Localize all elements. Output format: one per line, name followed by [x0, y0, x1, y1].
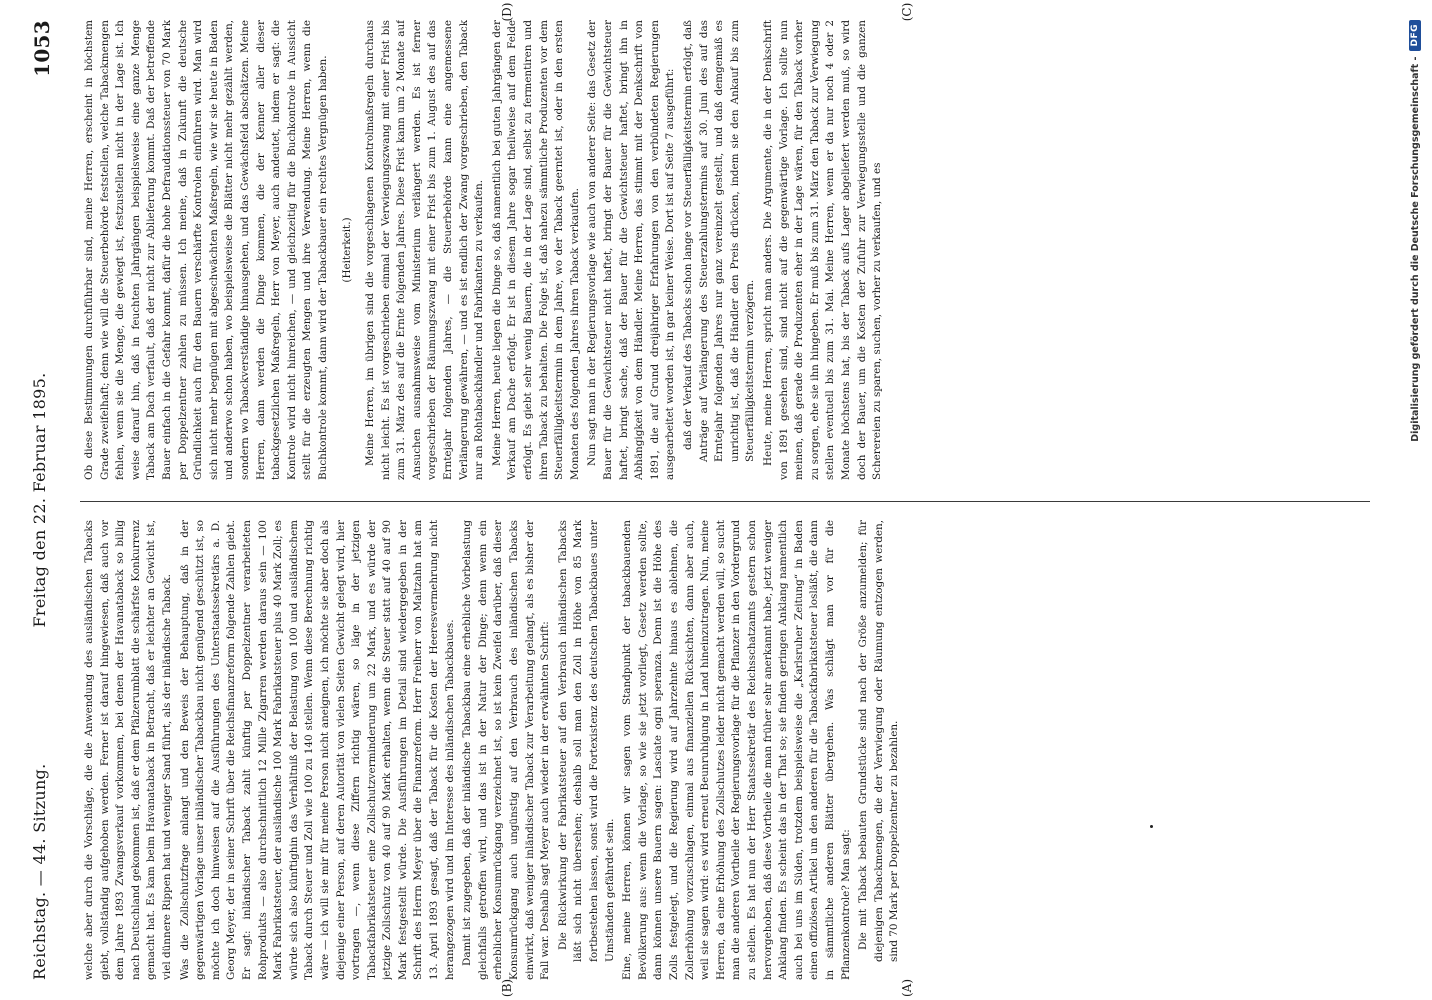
- margin-marker-a: (A): [900, 978, 914, 998]
- margin-marker-b: (B): [500, 978, 514, 998]
- left-column-paragraph: Eine, meine Herren, können wir sagen vom Standpunkt der tabackbauenden Bevölkerung aus: wenn die Vorlage, so wie sie jetzt vorliegt, Gesetz werden sollte, dann können unsere Bauern sagen: Lasciate ogni speranza. Denn ist die Höhe des Zolls festgelegt, und die Regierung wird auf Jahrzehnte hinaus es ablehnen, die Zollerhöhung vorzuschlagen, einmal aus finanziellen Rücksichten, dann aber auch, weil sie sagen wird: es wird erneut Beunruhigung in Land hineinzutragen. Nun, meine Herren, da eine Erhöhung des Zollschutzes leider nicht gemacht werden will, so sucht man die anderen Vortheile der Regierungsvorlage für die Pflanzer in den Vordergrund zu stellen. Es hat nun der Herr Staatssekretär des Reichsschatzamts gestern schon hervorgehoben, daß diese Vortheile die man früher sehr anerkannt habe, jetzt weniger Anklang finden. Es scheint das in der That so; sie finden geringen Anklang namentlich auch bei uns im Süden, trotzdem beispielsweise die „Karlsruher Zeitung“ in Baden einen offiziösen Artikel um den anderen für die Tabackfabrikatsteuer losläßt, die dann in sämmtliche anderen Blätter übergehen. Was schlägt man vor für die Pflanzenkontrole? Man sagt:: [621, 520, 852, 980]
- scan-speck: [1150, 825, 1153, 828]
- margin-marker-d: (D): [500, 2, 514, 22]
- page-number: 1053: [30, 20, 54, 77]
- digitization-stamp: [1404, 0, 1426, 1000]
- header-session: Reichstag. — 44. Sitzung.: [30, 763, 49, 980]
- margin-marker-c: (C): [900, 2, 914, 22]
- page-header: [22, 20, 70, 980]
- right-column-paragraph: Heute, meine Herren, spricht man anders. Die Argumente, die in der Denkschrift von 1891 gesehen sind, sind nicht auf die gegenwärtige Vorlage. Ich sollte nun meinen, daß gerade die Produzenten eher in der Lage wären, für den Taback vorher zu sorgen, ehe sie ihn hingeben. Er muß bis zum 31. März den Taback zur Verwiegung stellen eventuell bis zum 31. Mai. Meine Herren, wenn er da nur noch 4 oder 2 Monate höchstens hat, bis der Taback aufs Lager abgeliefert werden muß, so wird doch der Bauer, um die Kosten der Zufuhr zur Verwiegungsstelle und die ganzen Scherereien zu sparen, suchen, vorher zu verkaufen, und es: [761, 20, 884, 480]
- right-column-paragraph: (Heiterkeit.): [340, 217, 353, 283]
- right-column-paragraph: daß der Verkauf des Tabacks schon lange vor Steuerfälligkeitstermin erfolgt, daß Anträge auf Verlängerung des Steuerzahlungstermins auf 30. Juni des auf das Erntejahr folgenden Jahres nur ganz vereinzelt gestellt, und daß demgemäß es unrichtig ist, daß die Händler den Preis drücken, indem sie den Ankauf bis zum Steuerfälligkeitstermin verzögern.: [681, 20, 757, 462]
- left-column-paragraph: Damit ist zugegeben, daß der inländische Tabackbau eine erhebliche Vorbelastung gleichfalls getroffen wird, und das ist in der Natur der Dinge; denn wenn ein erheblicher Konsumrückgang verzeichnet ist, so ist kein Zweifel darüber, daß dieser Konsumrückgang auch ungünstig auf den Verbrauch des inländischen Tabacks einwirkt, daß weniger inländischer Taback zur Verarbeitung gelangt, als es bisher der Fall war. Deshalb sagt Meyer auch wieder in der erwähnten Schrift:: [461, 520, 552, 980]
- column-divider: [80, 501, 1370, 502]
- left-column-paragraph: Die mit Taback bebauten Grundstücke sind nach der Größe anzumelden; für diejenigen Tabackmengen, die der Verwiegung oder Räumung entzogen werden, sind 70 Mark per Doppelzentner zu bezahlen.: [857, 520, 901, 962]
- right-column-paragraph: Meine Herren, im übrigen sind die vorgeschlagenen Kontrolmaßregeln durchaus nicht leicht. Es ist vorgeschrieben einmal der Verwiegungszwang mit einer Frist bis zum 31. März des auf die Ernte folgenden Jahres. Diese Frist kann um 2 Monate auf Ansuchen ausnahmsweise vom Ministerium verlängert werden. Es ist ferner vorgeschrieben der Räumungszwang mit einer Frist bis zum 1. August des auf das Erntejahr folgenden Jahres, — die Steuerbehörde kann eine angemessene Verlängerung gewähren, — und es ist endlich der Zwang vorgeschrieben, den Taback nur an Rohtabackhändler und Fabrikanten zu verkaufen.: [364, 20, 486, 480]
- left-column-paragraph: welche aber durch die Vorschläge, die die Anwendung des ausländischen Tabacks giebt, vollständig aufgehoben werden. Ferner ist darauf hingewiesen, daß auch vor dem Jahre 1893 Zwangsverkauf vorkommen, bei denen der Havanataback so billig nach Deutschland gekommen ist, daß er dem Pfälzerumblatt die schärfste Konkurrenz gemacht hat. Es kam beim Havanataback in Betracht, daß er leichter an Gewicht ist, viel dünnere Rippen hat und weniger Sand führt, als der inländische Taback.: [83, 520, 173, 980]
- right-column-paragraph: Nun sagt man in der Regierungsvorlage wie auch von anderer Seite: das Gesetz der Bauer für die Gewichtsteuer nicht haftet, bringt der Bauer für die Gewichtsteuer haftet, bringt sache, daß der Bauer für die Gewichtsteuer haftet, bringt ihn in Abhängigkeit von dem Händler. Meine Herren, das stimmt mit der Denkschrift von 1891, die auf Grund dreijähriger Erfahrungen von den verbündeten Regierungen ausgearbeitet worden ist, in gar keiner Weise. Dort ist auf Seite 7 ausgeführt:: [586, 20, 677, 480]
- right-column-paragraph: Meine Herren, heute liegen die Dinge so, daß namentlich bei guten Jahrgängen der Verkauf am Dache erfolgt. Er ist in diesem Jahre sogar theilweise auf dem Felde erfolgt. Es giebt sehr wenig Bauern, die in der Lage sind, selbst zu fermentiren und ihren Taback zu behalten. Die Folge ist, daß nahezu sämmtliche Produzenten vor dem Steuerfälligkeitstermin in dem Jahre, wo der Taback geerntet ist, oder in den ersten Monaten des folgenden Jahres ihren Taback verkaufen.: [490, 20, 581, 480]
- dfg-logo: DFG: [1409, 20, 1421, 51]
- right-column: [82, 20, 1352, 480]
- right-column-paragraph: Ob diese Bestimmungen durchführbar sind, meine Herren, erscheint in höchstem Grade zweifelhaft; denn wie will die Steuerbehörde feststellen, welche Tabackmengen fehlen, wenn sie die Menge, die gewiegt ist, festzustellen nicht in der Lage ist. Ich weise darauf hin, daß in feuchten Jahrgängen beispielsweise eine ganze Menge Taback am Dach verfault, daß der nicht zur Ablieferung kommt. Daß der betreffende Bauer einfach in die Gefahr kommt, dafür die hohe Defraudationssteuer von 70 Mark per Doppelzentner zahlen zu müssen. Ich meine, daß in Zukunft die deutsche Gründlichkeit auch für den Bauern verschärfte Kontrolen einführen wird. Man wird sich nicht mehr begnügen mit abgeschwächten Maßregeln, wie wir sie heute in Baden und anderwo schon haben, wo beispielsweise die Blätter nicht mehr gezählt werden, sondern wo Tabackverständige hinausgehen, und das Gewächsfeld abschätzen. Meine Herren, dann werden die Dinge kommen, die der Kenner aller dieser tabackgesetzlichen Maßregeln, Herr von Meyer, auch andeutet, indem er sagt: die Kontrole wird nicht hinreichen, — und gleichzeitig für die Buchkontrole in Aussicht stellt für die erzeugten Mengen und ihre Verwendung. Meine Herren, wenn die Buchkontrole kommt, dann wird der Tabackbauer ein rechtes Vergnügen haben.: [83, 20, 329, 480]
- left-column-paragraph: Die Rückwirkung der Fabrikatsteuer auf den Verbrauch inländischen Tabacks läßt sich nicht übersehen; deshalb soll man den Zoll in Höhe von 85 Mark fortbestehen lassen, sonst wird die Fortexistenz des deutschen Tabackbaues unter Umständen gefährdet sein.: [556, 520, 616, 962]
- left-column-paragraph: Was die Zollschutzfrage anlangt und den Beweis der Behauptung, daß in der gegenwärtigen Vorlage unser inländischer Tabackbau nicht genügend geschützt ist, so möchte ich doch hinweisen auf die Ausführungen des Unterstaatssekretärs a. D. Georg Meyer, der in seiner Schrift über die Reichsfinanzreform folgende Zahlen giebt. Er sagt: inländischer Taback zahlt künftig per Doppelzentner verarbeiteten Rohprodukts — also durchschnittlich 12 Mille Zigarren werden daraus sein — 100 Mark Fabrikatsteuer, der ausländische 100 Mark Fabrikatsteuer plus 40 Mark Zoll; es würde sich also künftighin das Verhältniß der Belastung von 100 und ausländischem Taback durch Steuer und Zoll wie 100 zu 140 stellen. Wenn diese Berechnung richtig wäre — ich will sie mir für meine Person nicht aneignen, ich möchte sie aber doch als diejenige einer Person, auf deren Autorität von vielen Seiten Gewicht gelegt wird, hier vortragen —, wenn diese Ziffern richtig wären, so läge in der jetzigen Tabackfabrikatsteuer eine Zollschutzverminderung um 22 Mark, und es würde der jetzige Zollschutz von 40 auf 90 Mark erhalten, wenn die Steuer statt auf 40 auf 90 Mark festgestellt würde. Die Ausführungen im Detail sind wiedergegeben in der Schrift des Herrn Meyer über die Finanzreform. Herr Freiherr von Maltzahn hat am 13. April 1893 gesagt, daß der Taback für die Kosten der Heeresvermehrung nicht herangezogen wird und im Interesse des inländischen Tabackbaues.: [178, 520, 456, 980]
- stamp-text: Digitalisierung gefördert durch die Deutsche Forschungsgemeinschaft -: [1409, 56, 1421, 442]
- header-date: Freitag den 22. Februar 1895.: [30, 372, 49, 628]
- left-column: [82, 520, 1232, 980]
